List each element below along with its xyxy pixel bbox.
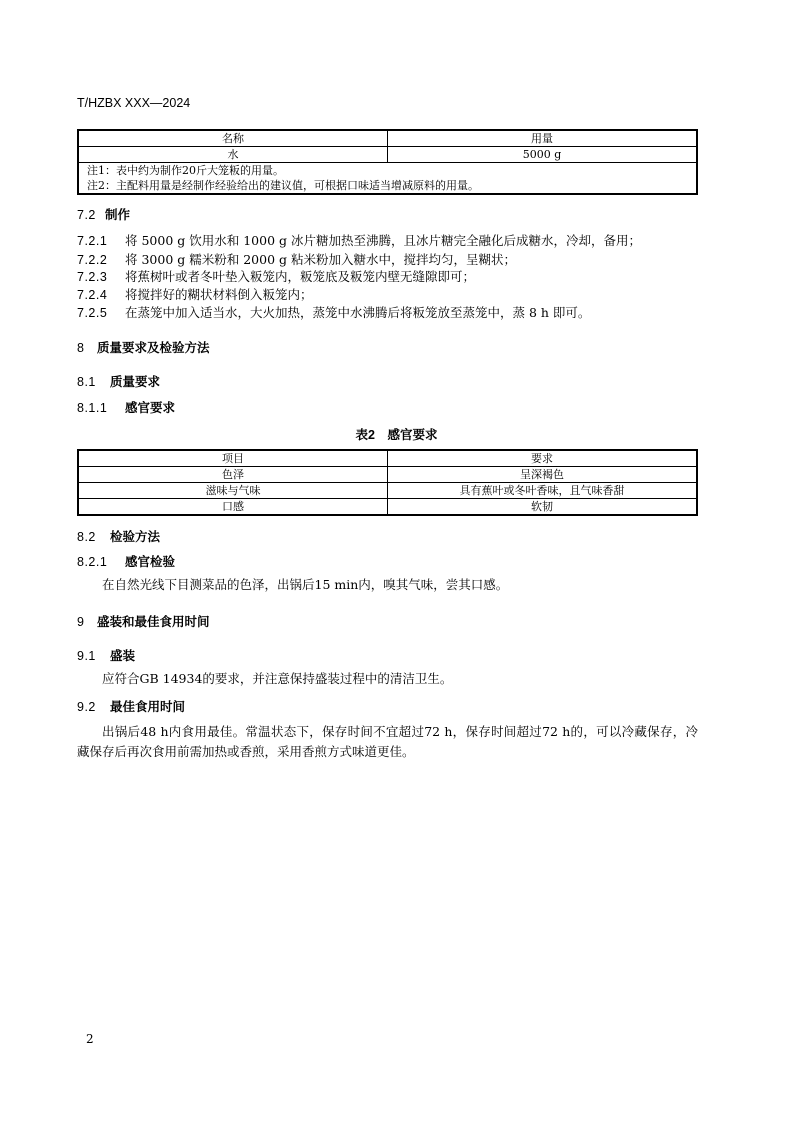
- section-number: 8.2: [77, 530, 96, 544]
- section-heading: [77, 205, 130, 223]
- table-header-cell: 项目: [78, 450, 388, 467]
- table-row: [78, 467, 697, 483]
- table-header-row: [78, 450, 697, 467]
- list-item: [77, 250, 516, 268]
- document-code: T/HZBX XXX—2024: [77, 96, 191, 110]
- list-item: [77, 267, 475, 285]
- section-number: 9.1: [77, 649, 96, 663]
- section-heading: [77, 697, 185, 715]
- table-cell: 5000 g: [388, 147, 698, 163]
- table-header-cell: 用量: [388, 130, 698, 147]
- table-note: 注1：表中约为制作20斤大笼粄的用量。: [78, 163, 697, 179]
- section-title: 盛装: [110, 649, 136, 663]
- paragraph: 应符合GB 14934的要求，并注意保持盛装过程中的清洁卫生。: [102, 671, 453, 686]
- section-title: 最佳食用时间: [110, 700, 186, 714]
- section-title: 感官要求: [125, 401, 176, 415]
- section-number: 8.2.1: [77, 555, 108, 569]
- item-text: 将蕉树叶或者冬叶垫入粄笼内，粄笼底及粄笼内壁无缝隙即可；: [125, 269, 476, 284]
- item-text: 在蒸笼中加入适当水，大火加热，蒸笼中水沸腾后将粄笼放至蒸笼中，蒸 8 h 即可。: [125, 305, 591, 320]
- list-item: [77, 231, 641, 249]
- section-title: 质量要求及检验方法: [97, 341, 210, 355]
- table-header-cell: 名称: [78, 130, 388, 147]
- ingredient-table: [77, 129, 698, 195]
- section-heading: [77, 398, 175, 416]
- table-cell: 色泽: [78, 467, 388, 483]
- section-heading: [77, 338, 210, 356]
- item-text: 将 5000 g 饮用水和 1000 g 冰片糖加热至沸腾，且冰片糖完全融化后成糖水，冷却，备用；: [125, 233, 641, 248]
- section-heading: [77, 612, 210, 630]
- section-number: 9: [77, 615, 85, 629]
- table-note-row: [78, 178, 697, 194]
- section-title: 感官检验: [125, 555, 176, 569]
- table-header-cell: 要求: [388, 450, 698, 467]
- table-row: [78, 483, 697, 499]
- item-text: 将 3000 g 糯米粉和 2000 g 粘米粉加入糖水中，搅拌均匀，呈糊状；: [125, 252, 516, 267]
- table-note-row: [78, 163, 697, 179]
- item-number: 7.2.2: [77, 253, 108, 267]
- table-cell: 口感: [78, 499, 388, 516]
- section-heading: [77, 646, 135, 664]
- section-title: 检验方法: [110, 530, 161, 544]
- table-cell: 滋味与气味: [78, 483, 388, 499]
- table-cell: 呈深褐色: [388, 467, 698, 483]
- item-number: 7.2.3: [77, 270, 108, 284]
- section-number: 9.2: [77, 700, 96, 714]
- table-cell: 水: [78, 147, 388, 163]
- section-heading: [77, 552, 175, 570]
- list-item: [77, 303, 590, 321]
- section-title: 质量要求: [110, 375, 161, 389]
- item-number: 7.2.1: [77, 234, 108, 248]
- section-number: 7.2: [77, 208, 96, 222]
- table-note: 注2：主配料用量是经制作经验给出的建议值，可根据口味适当增减原料的用量。: [78, 178, 697, 194]
- item-text: 将搅拌好的糊状材料倒入粄笼内；: [125, 287, 313, 302]
- sensory-table: [77, 449, 698, 516]
- section-number: 8.1: [77, 375, 96, 389]
- table-cell: 软韧: [388, 499, 698, 516]
- item-number: 7.2.5: [77, 306, 108, 320]
- section-title: 盛装和最佳食用时间: [97, 615, 210, 629]
- section-title: 制作: [105, 208, 131, 222]
- list-item: [77, 285, 313, 303]
- table-caption: 表2 感官要求: [355, 428, 438, 442]
- table-row: [78, 499, 697, 516]
- page-number: 2: [86, 1032, 94, 1046]
- table-row: [78, 147, 697, 163]
- paragraph: 在自然光线下目测菜品的色泽，出锅后15 min内，嗅其气味，尝其口感。: [102, 577, 509, 592]
- item-number: 7.2.4: [77, 288, 108, 302]
- section-number: 8.1.1: [77, 401, 108, 415]
- section-number: 8: [77, 341, 85, 355]
- paragraph: 出锅后48 h内食用最佳。常温状态下，保存时间不宜超过72 h，保存时间超过72 h的，可以冷藏保存，冷藏保存后再次食用前需加热或香煎，采用香煎方式味道更佳。: [77, 724, 698, 759]
- section-heading: [77, 527, 160, 545]
- table-header-row: [78, 130, 697, 147]
- table-cell: 具有蕉叶或冬叶香味，且气味香甜: [388, 483, 698, 499]
- section-heading: [77, 372, 160, 390]
